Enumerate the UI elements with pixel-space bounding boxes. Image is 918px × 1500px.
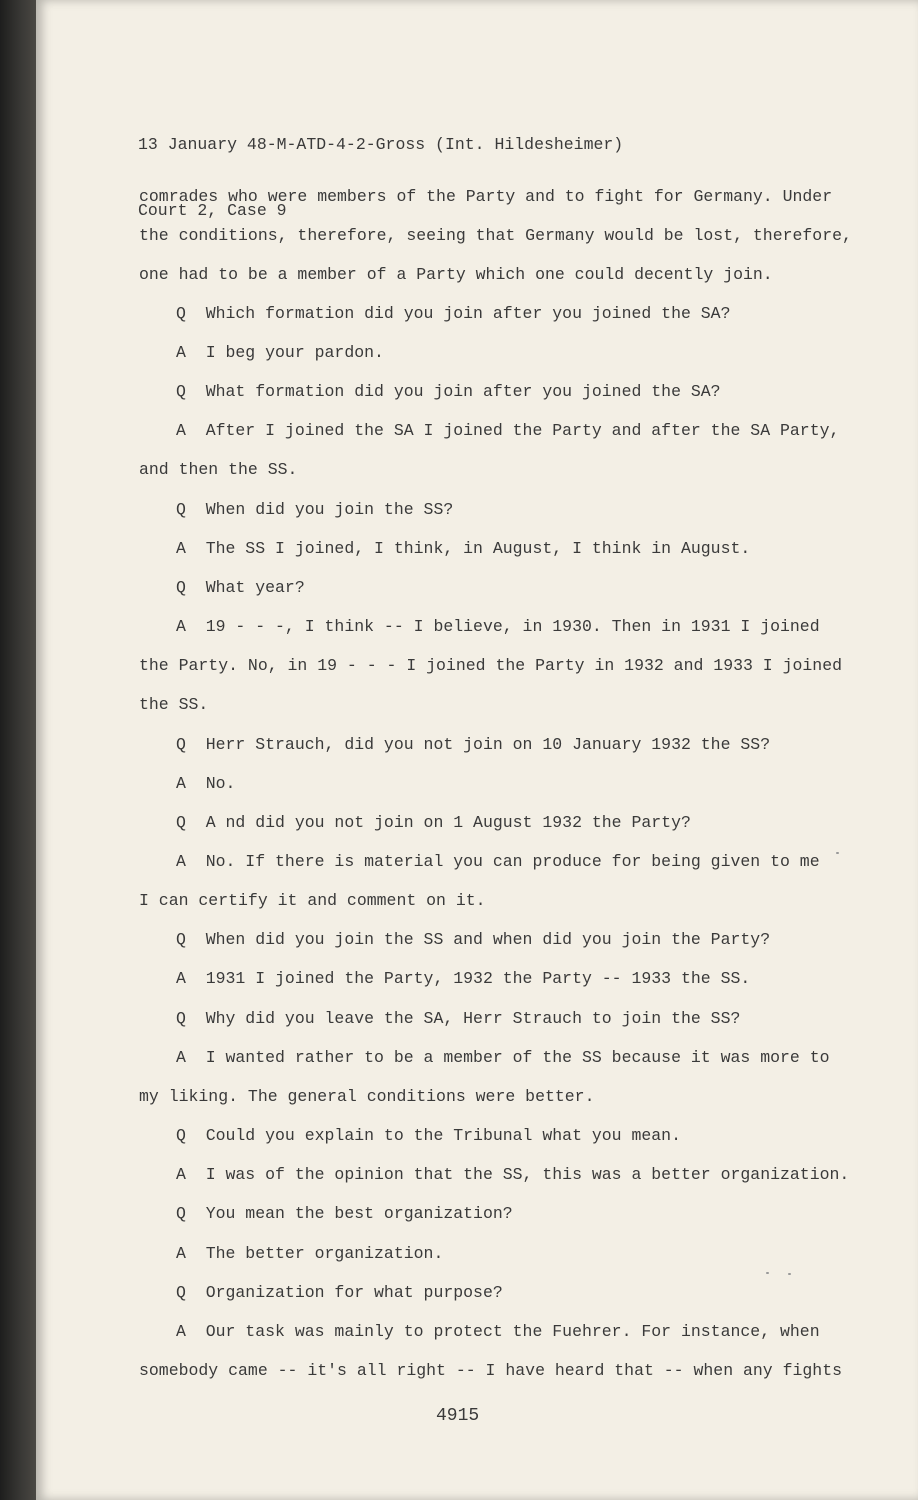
transcript-line: Q Herr Strauch, did you not join on 10 January 1932 the SS? [176, 735, 771, 754]
transcript-line: Q Organization for what purpose? [176, 1283, 503, 1302]
transcript-line: A The SS I joined, I think, in August, I think in August. [176, 539, 751, 558]
transcript-line: Q Could you explain to the Tribunal what you mean. [176, 1126, 681, 1145]
transcript-line: A The better organization. [176, 1244, 444, 1263]
page-number: 4915 [436, 1406, 480, 1426]
transcript-line: I can certify it and comment on it. [139, 891, 486, 910]
paper-speck [836, 852, 839, 854]
transcript-line: the conditions, therefore, seeing that Germany would be lost, therefore, [139, 226, 852, 245]
transcript-line: and then the SS. [139, 460, 298, 479]
paper-speck [766, 1272, 769, 1274]
transcript-line: Q You mean the best organization? [176, 1204, 513, 1223]
transcript-line: Q Why did you leave the SA, Herr Strauch to join the SS? [176, 1009, 741, 1028]
transcript-line: the Party. No, in 19 - - - I joined the Party in 1932 and 1933 I joined [139, 656, 843, 675]
transcript-line: somebody came -- it's all right -- I have heard that -- when any fights [139, 1361, 843, 1380]
paper-speck [788, 1273, 791, 1275]
transcript-line: A 1931 I joined the Party, 1932 the Party -- 1933 the SS. [176, 969, 751, 988]
transcript-line: A 19 - - -, I think -- I believe, in 1930. Then in 1931 I joined [176, 617, 820, 636]
transcript-line: A Our task was mainly to protect the Fuehrer. For instance, when [176, 1322, 820, 1341]
transcript-line: the SS. [139, 695, 209, 714]
transcript-line: A I wanted rather to be a member of the SS because it was more to [176, 1048, 830, 1067]
transcript-line: Q Which formation did you join after you joined the SA? [176, 304, 731, 323]
transcript-line: A I was of the opinion that the SS, this was a better organization. [176, 1165, 850, 1184]
book-binding [0, 0, 36, 1500]
transcript-line: Q A nd did you not join on 1 August 1932 the Party? [176, 813, 691, 832]
transcript-line: my liking. The general conditions were better. [139, 1087, 595, 1106]
transcript-line: Q What year? [176, 578, 305, 597]
transcript-line: Q When did you join the SS and when did you join the Party? [176, 930, 771, 949]
transcript-line: comrades who were members of the Party and to fight for Germany. Under [139, 187, 833, 206]
transcript-line: Q When did you join the SS? [176, 500, 454, 519]
transcript-line: one had to be a member of a Party which one could decently join. [139, 265, 773, 284]
header-line-1: 13 January 48-M-ATD-4-2-Gross (Int. Hildesheimer) [138, 135, 624, 154]
transcript-line: A No. If there is material you can produce for being given to me [176, 852, 820, 871]
transcript-line: A No. [176, 774, 236, 793]
transcript-line: Q What formation did you join after you joined the SA? [176, 382, 721, 401]
transcript-line: A I beg your pardon. [176, 343, 384, 362]
transcript-line: A After I joined the SA I joined the Party and after the SA Party, [176, 421, 840, 440]
document-page [36, 0, 918, 1500]
header-line-2: Court 2, Case 9 [138, 201, 287, 220]
